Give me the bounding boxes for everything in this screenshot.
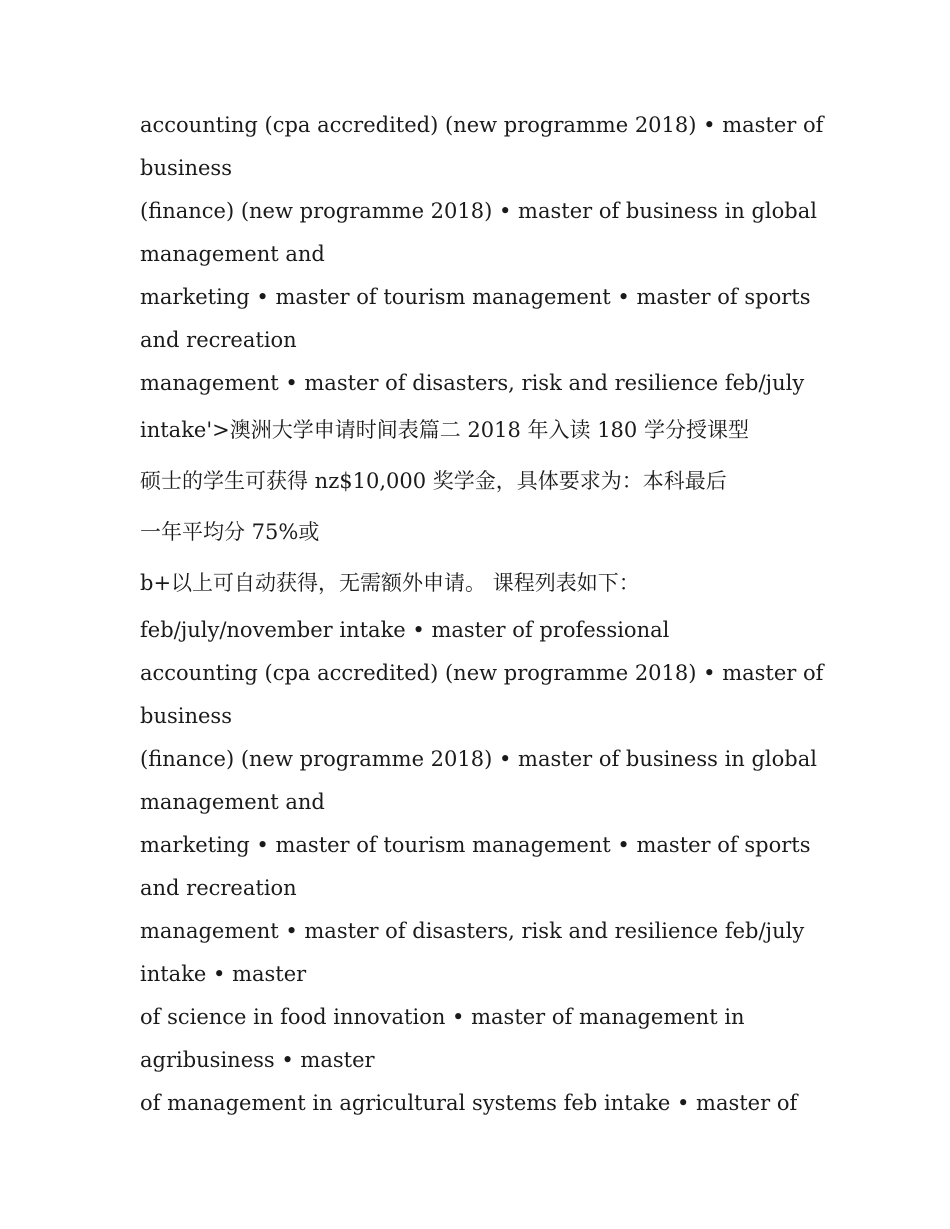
text-line: management • master of disasters, risk and resilience feb/july <box>140 919 805 943</box>
text-line: and recreation <box>140 328 297 352</box>
text-line: intake'>澳洲大学申请时间表篇二 2018 年入读 180 学分授课型 <box>140 418 749 442</box>
text-line: marketing • master of tourism management • master of sports <box>140 833 811 857</box>
text-line: accounting (cpa accredited) (new programme 2018) • master of <box>140 661 824 685</box>
text-line: feb/july/november intake • master of professional <box>140 618 670 642</box>
text-line: (finance) (new programme 2018) • master of business in global <box>140 747 817 771</box>
text-line: marketing • master of tourism management • master of sports <box>140 285 811 309</box>
text-line: management • master of disasters, risk and resilience feb/july <box>140 371 805 395</box>
text-line: 硕士的学生可获得 nz$10,000 奖学金，具体要求为：本科最后 <box>140 469 727 493</box>
text-line: of science in food innovation • master of management in <box>140 1005 745 1029</box>
text-line: accounting (cpa accredited) (new programme 2018) • master of <box>140 113 824 137</box>
text-line: of management in agricultural systems feb intake • master of <box>140 1091 798 1115</box>
text-line: agribusiness • master <box>140 1048 375 1072</box>
document-body <box>140 104 824 1125</box>
text-line: management and <box>140 790 325 814</box>
text-line: business <box>140 704 232 728</box>
text-line: business <box>140 156 232 180</box>
text-line: 一年平均分 75%或 <box>140 520 320 544</box>
text-line: (finance) (new programme 2018) • master of business in global <box>140 199 817 223</box>
text-line: management and <box>140 242 325 266</box>
text-line: and recreation <box>140 876 297 900</box>
text-line: intake • master <box>140 962 307 986</box>
text-line: b+以上可自动获得，无需额外申请。 课程列表如下： <box>140 571 640 595</box>
